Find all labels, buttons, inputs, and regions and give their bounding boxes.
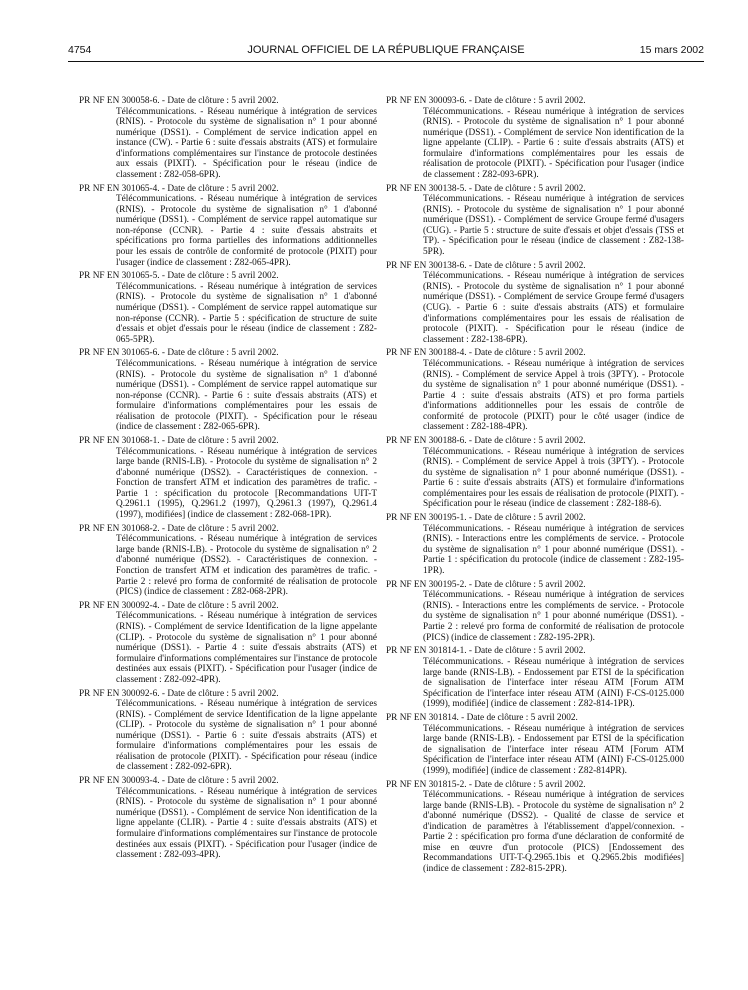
- entry-reference: PR NF EN 301814. - Date de clôture : 5 avril 2002.: [386, 713, 578, 723]
- standard-entry: [386, 261, 684, 345]
- entry-reference: PR NF EN 301814-1. - Date de clôture : 5 avril 2002.: [386, 646, 586, 657]
- entry-reference: PR NF EN 300093-6. - Date de clôture : 5 avril 2002.: [386, 96, 586, 106]
- entry-description: Télécommunications. - Réseau numérique à intégration de services (RNIS). - Complément de service Appel à trois (3PTY). - Protocole du système de signalisation n° 1 pour abonné numérique (DSS1). - Partie 4 : suite d'essais abstraits (ATS) et pro forma partiels d'informations additionnelles pour les essais de contrôle de conformité de protocole (PIXIT) pour le côté usager (indice de classement : Z82-188-4PR).: [423, 359, 684, 433]
- entry-reference: PR NF EN 301815-2. - Date de clôture : 5 avril 2002.: [386, 779, 586, 790]
- entry-reference: PR NF EN 300195-2. - Date de clôture : 5 avril 2002.: [386, 579, 586, 590]
- entry-reference: PR NF EN 301065-5. - Date de clôture : 5 avril 2002.: [79, 271, 279, 282]
- entry-reference: PR NF EN 300058-6. - Date de clôture : 5 avril 2002.: [79, 96, 279, 106]
- entry-reference: PR NF EN 300092-4. - Date de clôture : 5 avril 2002.: [79, 600, 279, 611]
- standard-entry: [79, 271, 377, 345]
- page-number: 4754: [68, 44, 92, 56]
- standard-entry: [386, 96, 684, 180]
- header-rule: [68, 61, 704, 62]
- standard-entry: [386, 646, 684, 709]
- standard-entry: [386, 184, 684, 258]
- entry-description: Télécommunications. - Réseau numérique à intégration de services (RNIS). - Complément de service Identification de la ligne appelante (CLIP). - Protocole du système de signalisation n° 1 pour abonné numérique (DSS1). - Partie 6 : suite d'essais abstraits (ATS) et formulaire d'informations complémentaires pour les essais de réalisation de protocole (PIXIT). - Spécification pour réseau (indice de classement : Z82-092-6PR).: [116, 699, 377, 773]
- standard-entry: [79, 524, 377, 598]
- entry-description: Télécommunications. - Réseau numérique à intégration de services (RNIS). - Protocole du système de signalisation n° 1 pour abonné numérique (DSS1). - Complément de service Groupe fermé d'usagers (CUG). - Partie 5 : structure de suite d'essais et objet d'essais (TSS et TP). - Spécification pour le réseau (indice de classement : Z82-138-5PR).: [423, 194, 684, 257]
- entry-reference: PR NF EN 301065-6. - Date de clôture : 5 avril 2002.: [79, 348, 279, 359]
- entry-description: Télécommunications. - Réseau numérique à intégration de services large bande (RNIS-LB). - Endossement par ETSI de la spécification de signalisation de l'interface inter réseau ATM [Forum ATM Spécification de l'interface inter réseau ATM (AINI) F-CS-0125.000 (1999), modifiée] (indice de classement : Z82-814PR).: [423, 723, 684, 776]
- entry-description: Télécommunications. - Réseau numérique à intégration de services (RNIS). - Protocole du système de signalisation n° 1 pour abonné numérique (DSS1). - Complément de service Non identification de la ligne appelante (CLIP). - Partie 6 : suite d'essais abstraits (ATS) et formulaire d'informations complémentaires pour les essais de réalisation de protocole (PIXIT). - Spécification pour l'usager (indice de classement : Z82-093-6PR).: [423, 106, 684, 180]
- entry-reference: PR NF EN 300188-4. - Date de clôture : 5 avril 2002.: [386, 348, 586, 359]
- standard-entry: [386, 348, 684, 432]
- standard-entry: [79, 689, 377, 773]
- entry-description: Télécommunications. - Réseau numérique à intégration de services (RNIS). - Protocole du système de signalisation n° 1 d'abonné numérique (DSS1). - Complément de service rappel automatique sur non-réponse (CCNR). - Partie 5 : spécification de structure de suite d'essais et objet d'essais pour le réseau (indice de classement : Z82-065-5PR).: [116, 281, 377, 345]
- standard-entry: [79, 776, 377, 860]
- entry-description: Télécommunications. - Réseau numérique à intégration de service (RNIS). - Protocole du système de signalisation n° 1 d'abonné numérique (DSS1). - Complément de service rappel automatique sur non-réponse (CCNR). - Partie 6 : suite d'essais abstraits (ATS) et formulaire d'informations complémentaires pour les essais de réalisation de protocole (PIXIT). - Spécification pour le réseau (indice de classement : Z82-065-6PR).: [116, 359, 377, 433]
- entry-reference: PR NF EN 301065-4. - Date de clôture : 5 avril 2002.: [79, 183, 279, 194]
- journal-title: JOURNAL OFFICIEL DE LA RÉPUBLIQUE FRANÇAISE: [247, 44, 525, 56]
- entry-description: Télécommunications. - Réseau numérique à intégration de services (RNIS). - Protocole du système de signalisation n° 1 pour abonné numérique (DSS1). - Complément de service indication appel en instance (CW). - Partie 6 : suite d'essais abstraits (ATS) et formulaire d'informations complémentaires sur l'instance de protocole destinées aux essais (PIXIT). - Spécification pour le réseau (indice de classement : Z82-058-6PR).: [116, 106, 377, 180]
- entry-description: Télécommunications. - Réseau numérique à intégration de services (RNIS). - Interactions entre les compléments de service. - Protocole du système de signalisation n° 1 pour abonné numérique (DSS1). - Partie 1 : spécification du protocole (indice de classement : Z82-195-1PR).: [423, 523, 684, 576]
- standard-entry: [386, 436, 684, 510]
- entry-description: Télécommunications. - Réseau numérique à intégration de services large bande (RNIS-LB). - Protocole du système de signalisation n° 2 d'abonné numérique (DSS2). - Qualité de classe de service et d'indication de paramètres à l'établissement d'appel/connexion. - Partie 2 : spécification pro forma d'une déclaration de conformité de mise en œuvre d'un protocole (PICS) [Endossement des Recommandations UIT-T-Q.2965.1bis et Q.2965.2bis modifiées] (indice de classement : Z82-815-2PR).: [423, 790, 684, 874]
- entry-description: Télécommunications. - Réseau numérique à intégration de services (RNIS). - Complément de service Appel à trois (3PTY). - Protocole du système de signalisation n° 1 pour abonné numérique (DSS1). - Partie 6 : suite d'essais abstraits (ATS) et formulaire d'informations complémentaires pour les essais de réalisation de protocole (PIXIT). - Spécification pour le réseau (indice de classement : Z82-188-6).: [423, 446, 684, 510]
- left-column: [79, 96, 377, 864]
- entry-description: Télécommunications. - Réseau numérique à intégration de services large bande (RNIS-LB). - Protocole du système de signalisation n° 2 d'abonné numérique (DSS2). - Caractéristiques de connexion. - Fonction de transfert ATM et indication des paramètres de trafic. - Partie 2 : relevé pro forma de conformité de réalisation de protocole (PICS) (indice de classement : Z82-068-2PR).: [116, 534, 377, 598]
- entry-description: Télécommunications. - Réseau numérique à intégration de services large bande (RNIS-LB). - Endossement par ETSI de la spécification de signalisation de l'interface inter réseau ATM [Forum ATM Spécification de l'interface inter réseau ATM (AINI) F-CS-0125.000 (1999), modifiée] (indice de classement : Z82-814-1PR).: [423, 656, 684, 710]
- entry-description: Télécommunications. - Réseau numérique à intégration de services (RNIS). - Interactions entre les compléments de service. - Protocole du système de signalisation n° 1 pour abonné numérique (DSS1). - Partie 2 : relevé pro forma de conformité de réalisation de protocole (PICS) (indice de classement : Z82-195-2PR).: [423, 590, 684, 643]
- entry-description: Télécommunications. - Réseau numérique à intégration de services (RNIS). - Protocole du système de signalisation n° 1 pour abonné numérique (DSS1). - Complément de service Groupe fermé d'usagers (CUG). - Partie 6 : suite d'essais abstraits (ATS) et formulaire d'informations complémentaires pour les essais de réalisation de protocole (PIXIT). - Spécification pour le réseau (indice de classement : Z82-138-6PR).: [423, 271, 684, 345]
- entry-description: Télécommunications. - Réseau numérique à intégration de services (RNIS). - Complément de service Identification de la ligne appelante (CLIP). - Protocole du système de signalisation n° 1 pour abonné numérique (DSS1). - Partie 4 : suite d'essais abstraits (ATS) et formulaire d'informations complémentaires sur l'instance de protocole destinées aux essais (PIXIT). - Spécification pour l'usager (indice de classement : Z82-092-4PR).: [116, 611, 377, 685]
- entry-reference: PR NF EN 301068-1. - Date de clôture : 5 avril 2002.: [79, 436, 279, 447]
- standard-entry: [79, 96, 377, 180]
- entry-reference: PR NF EN 300093-4. - Date de clôture : 5 avril 2002.: [79, 776, 279, 787]
- issue-date: 15 mars 2002: [639, 44, 704, 56]
- standard-entry: [79, 184, 377, 268]
- standard-entry: [386, 580, 684, 643]
- entry-reference: PR NF EN 300138-6. - Date de clôture : 5 avril 2002.: [386, 260, 586, 271]
- entry-reference: PR NF EN 300092-6. - Date de clôture : 5 avril 2002.: [79, 688, 279, 699]
- right-column: [386, 96, 684, 878]
- entry-description: Télécommunications. - Réseau numérique à intégration de services (RNIS). - Protocole du système de signalisation n° 1 d'abonné numérique (DSS1). - Complément de service rappel automatique sur non-réponse (CCNR). - Partie 4 : suite d'essais abstraits et spécifications pro forma partielles des informations additionnelles pour les essais de contrôle de conformité de protocole (PIXIT) pour l'usager (indice de classement : Z82-065-4PR).: [116, 194, 377, 268]
- standard-entry: [386, 780, 684, 875]
- standard-entry: [79, 436, 377, 520]
- entry-reference: PR NF EN 301068-2. - Date de clôture : 5 avril 2002.: [79, 523, 279, 534]
- entry-description: Télécommunications. - Réseau numérique à intégration de services (RNIS). - Protocole du système de signalisation n° 1 pour abonné numérique (DSS1). - Complément de service Non identification de la ligne appelante (CLIR). - Partie 4 : suite d'essais abstraits (ATS) et formulaire d'informations complémentaires sur l'instance de protocole destinées aux essais (PIXIT). - Spécification pour l'usager (indice de classement : Z82-093-4PR).: [116, 786, 377, 861]
- standard-entry: [386, 513, 684, 576]
- standard-entry: [386, 713, 684, 776]
- entry-description: Télécommunications. - Réseau numérique à intégration de services large bande (RNIS-LB). - Protocole du système de signalisation n° 2 d'abonné numérique (DSS2). - Caractéristiques de connexion. - Fonction de transfert ATM et indication des paramètres de trafic. - Partie 1 : spécification du protocole [Recommandations UIT-T Q.2961.1 (1995), Q.2961.2 (1997), Q.2961.3 (1997), Q.2961.4 (1997), modifiées] (indice de classement : Z82-068-1PR).: [116, 446, 377, 520]
- standard-entry: [79, 601, 377, 685]
- entry-reference: PR NF EN 300195-1. - Date de clôture : 5 avril 2002.: [386, 513, 586, 524]
- page-header: [68, 44, 704, 58]
- entry-reference: PR NF EN 300188-6. - Date de clôture : 5 avril 2002.: [386, 436, 586, 447]
- standard-entry: [79, 348, 377, 432]
- entry-reference: PR NF EN 300138-5. - Date de clôture : 5 avril 2002.: [386, 183, 586, 194]
